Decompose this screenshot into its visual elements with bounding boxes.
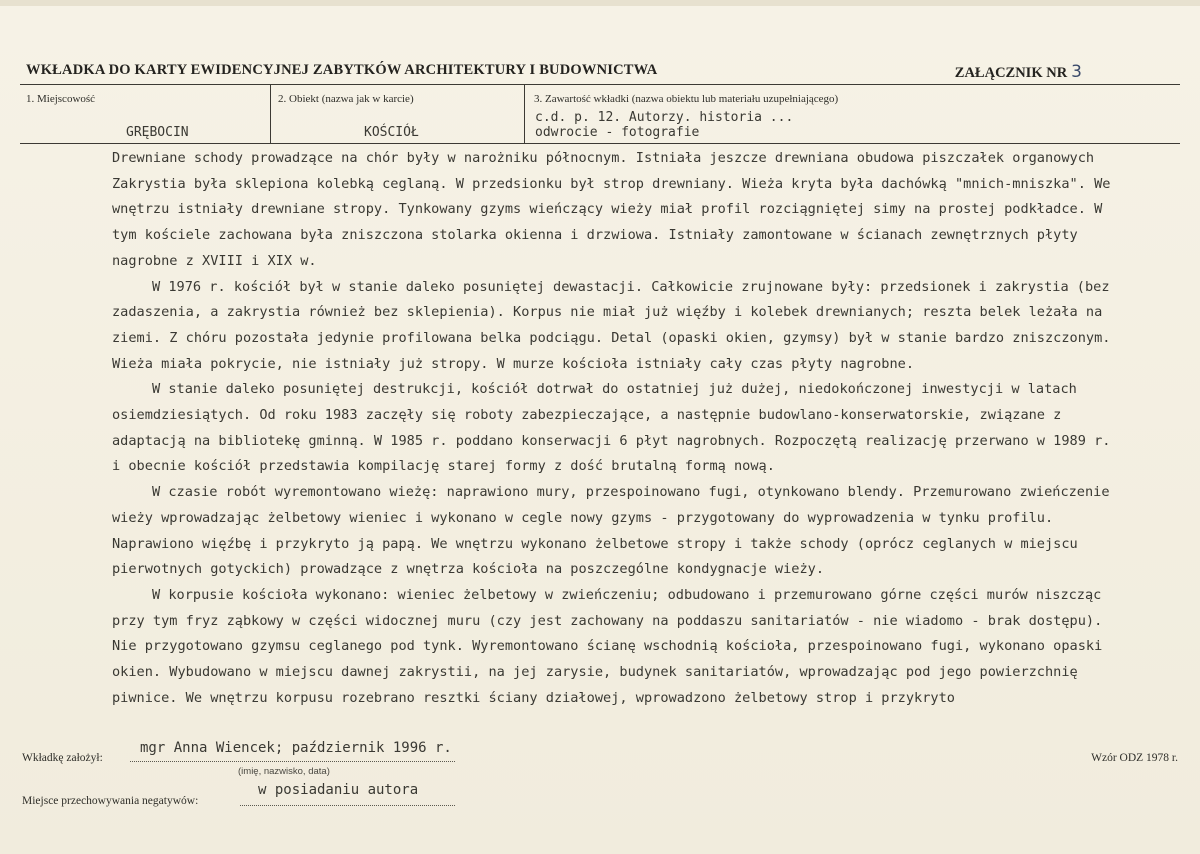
locality-value: GRĘBOCIN <box>126 125 189 140</box>
header-divider <box>20 84 1180 85</box>
paragraph-2: W 1976 r. kościół był w stanie daleko posuniętej dewastacji. Całkowicie zrujnowane były: przedsionek i zakrystia (bez zadaszenia, a zakrystia również bez sklepienia). Korpus nie miał już więźby i kolebek drewnianych; reszta belek leżała na ziemi. Z chóru pozostała jedynie profilowana belka podciągu. Detal (opaski okien, gzymsy) był w stanie bardzo zniszczonym. Wieża miała pokrycie, nie istniały już stropy. W murze kościoła istniały cały czas płyty nagrobne. <box>112 278 1111 372</box>
object-value: KOŚCIÓŁ <box>364 125 419 140</box>
fields-divider <box>20 143 1180 144</box>
annex-number: 3 <box>1071 62 1082 82</box>
content-line-2: odwrocie - fotografie <box>535 125 700 140</box>
author-value: mgr Anna Wiencek; październik 1996 r. <box>140 740 452 756</box>
content-line-1: c.d. p. 12. Autorzy. historia ... <box>535 110 794 125</box>
paragraph-5: W korpusie kościoła wykonano: wieniec żelbetowy w zwieńczeniu; odbudowano i przemurowano górne części murów niszcząc przy tym fryz ząbkowy w części widocznej muru (czy jest zachowany na poddaszu sanitariatów - nie wiadomo - brak dostępu). Nie przygotowano gzymsu ceglanego pod tynk. Wyremontowano ścianę wschodnią kościoła, przespoinowano fugi, wykonano opaski okien. Wybudowano w miejscu dawnej zakrystii, na jej zarysie, budynek sanitariatów, wprowadzając pod jego powierzchnię piwnice. We wnętrzu korpusu rozebrano resztki ściany działowej, wprowadzono żelbetowy strop i przykryto <box>112 586 1103 706</box>
field-separator-1 <box>270 85 271 143</box>
author-label: Wkładkę założył: <box>22 752 103 764</box>
object-label: 2. Obiekt (nazwa jak w karcie) <box>278 93 414 105</box>
annex-label-text: ZAŁĄCZNIK NR <box>954 65 1068 81</box>
annex-label <box>955 62 1082 82</box>
locality-label: 1. Miejscowość <box>26 93 96 105</box>
author-dotted-line <box>130 761 455 762</box>
body-text <box>112 146 1122 711</box>
author-sublabel: (imię, nazwisko, data) <box>238 766 330 777</box>
storage-value: w posiadaniu autora <box>258 782 419 798</box>
paragraph-1: Drewniane schody prowadzące na chór były w narożniku północnym. Istniała jeszcze drewniana obudowa piszczałek organowych Zakrystia była sklepiona kolebką ceglaną. W przedsionku był strop drewniany. Wieża kryta była dachówką "mnich-mniszka". We wnętrzu istniały drewniane stropy. Tynkowany gzyms wieńczący wieży miał profil rozciągniętej simy na prostej podkładce. W tym kościele zachowana była zniszczona stolarka okienna i drzwiowa. Istniały zamontowane w ścianach zewnętrznych płyty nagrobne z XVIII i XIX w. <box>112 150 1111 269</box>
paragraph-3: W stanie daleko posuniętej destrukcji, kościół dotrwał do ostatniej już dużej, niedokończonej inwestycji w latach osiemdziesiątych. Od roku 1983 zaczęły się roboty zabezpieczające, a następnie budowlano-konserwatorskie, związane z adaptacją na bibliotekę gminną. W 1985 r. poddano konserwacji 6 płyt nagrobnych. Rozpoczętą realizację przerwano w 1989 r. i obecnie kościół przedstawia kompilację starej formy z dość brutalną formą nową. <box>112 381 1111 475</box>
card-title: WKŁADKA DO KARTY EWIDENCYJNEJ ZABYTKÓW ARCHITEKTURY I BUDOWNICTWA <box>26 62 658 78</box>
storage-dotted-line <box>240 805 455 806</box>
card-top-edge <box>0 0 1200 6</box>
content-label: 3. Zawartość wkładki (nazwa obiektu lub materiału uzupełniającego) <box>534 93 839 105</box>
field-separator-2 <box>524 85 525 143</box>
paragraph-4: W czasie robót wyremontowano wieżę: naprawiono mury, przespoinowano fugi, otynkowano blendy. Przemurowano zwieńczenie wieży wprowadzając żelbetowy wieniec i wykonano w cegle nowy gzyms - przygotowany do wyprowadzenia w tynku profilu. Naprawiono więźbę i przykryto ją papą. We wnętrzu wykonano żelbetowe stropy i także schody (oprócz ceglanych w miejscu pierwotnych gotyckich) prowadzące z wnętrza kościoła na poszczególne kondygnacje wieży. <box>112 484 1110 578</box>
storage-label: Miejsce przechowywania negatywów: <box>22 795 199 807</box>
form-model: Wzór ODZ 1978 r. <box>1091 752 1178 764</box>
